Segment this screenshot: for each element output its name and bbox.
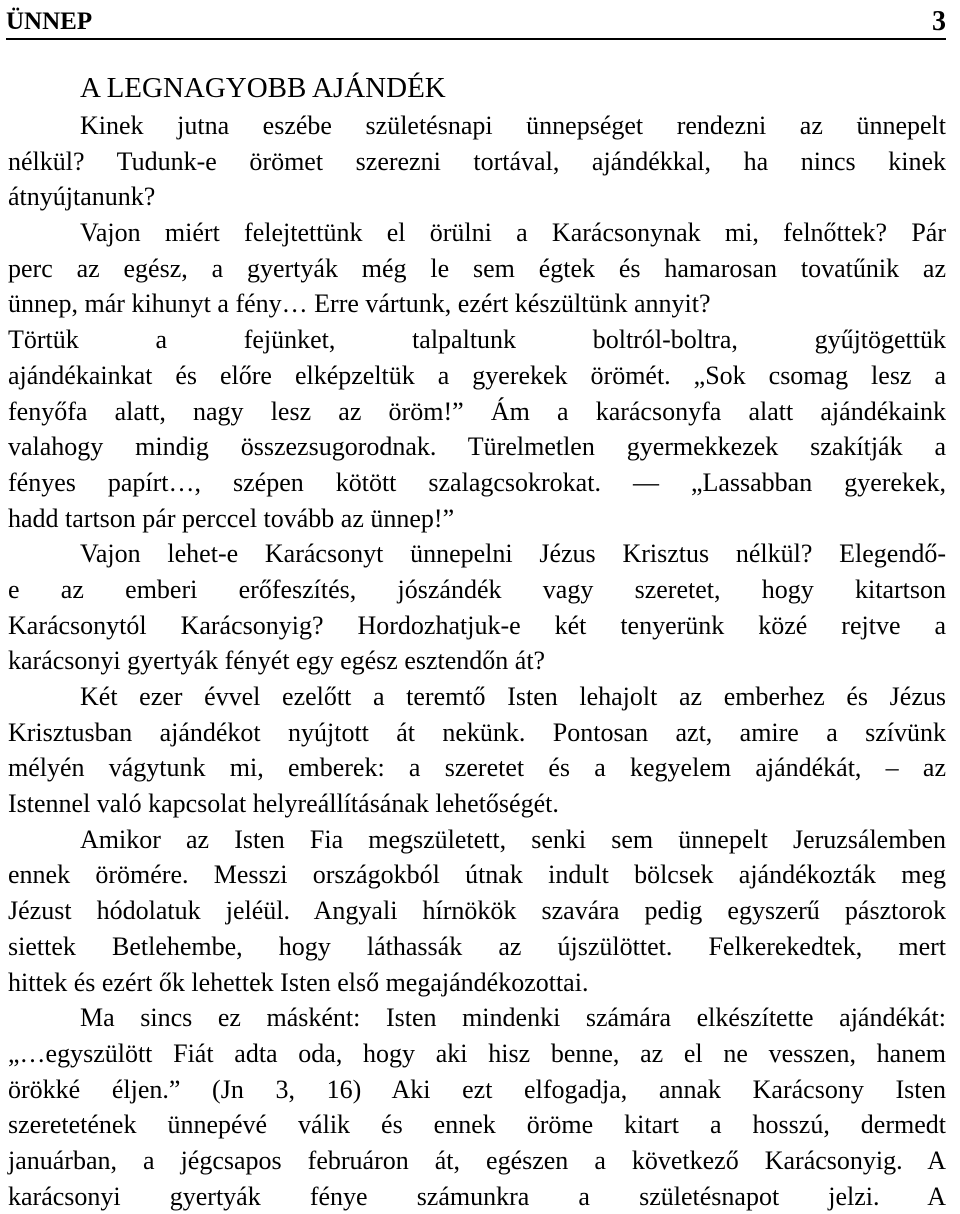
body-line: ünnep, már kihunyt a fény… Erre vártunk, ezért készültünk annyit? [8,289,711,319]
body-line: örökké éljen.” (Jn 3, 16) Aki ezt elfogadja, annak Karácsony Isten [8,1074,946,1104]
body-line: hadd tartson pár perccel tovább az ünnep!” [8,503,455,533]
body-line: Két ezer évvel ezelőtt a teremtő Isten lehajolt az emberhez és Jézus [80,682,946,711]
body-line: Istennel való kapcsolat helyreállításának lehetőségét. [8,789,559,819]
body-line: karácsonyi gyertyák fényét egy egész esztendőn át? [8,646,546,676]
body-line: Amikor az Isten Fia megszületett, senki sem ünnepelt Jeruzsálemben [80,824,946,854]
body-line: Vajon lehet-e Karácsonyt ünnepelni Jézus Krisztus nélkül? Elegendő- [80,539,946,569]
body-line: Karácsonytól Karácsonyig? Hordozhatjuk-e két tenyerünk közé rejtve a [8,610,946,640]
body-line: Jézust hódolatuk jeléül. Angyali hírnökök szavára pedig egyszerű pásztorok [8,896,946,926]
body-line: Törtük a fejünket, talpaltunk boltról-boltra, gyűjtögettük [8,325,946,355]
section-title: ÜNNEP [6,8,93,35]
body-line: januárban, a jégcsapos februáron át, egészen a következő Karácsonyig. A [8,1145,946,1175]
article-body [0,108,946,1214]
body-line: ennek örömére. Messzi országokból útnak indult bölcsek ajándékozták meg [8,860,946,890]
body-line: szeretetének ünnepévé válik és ennek öröme kitart a hosszú, dermedt [8,1110,946,1140]
body-line: e az emberi erőfeszítés, jószándék vagy szeretet, hogy kitartson [8,574,946,604]
body-line: siettek Betlehembe, hogy láthassák az újszülöttet. Felkerekedtek, mert [8,931,946,961]
body-line: Kinek jutna eszébe születésnapi ünnepséget rendezni az ünnepelt [80,111,946,140]
body-line: karácsonyi gyertyák fénye számunkra a születésnapot jelzi. A [8,1181,946,1211]
body-line: hittek és ezért ők lehettek Isten első megajándékozottai. [8,967,589,997]
body-line: ajándékainkat és előre elképzeltük a gyerekek örömét. „Sok csomag lesz a [8,360,946,390]
body-line: valahogy mindig összezsugorodnak. Türelmetlen gyermekkezek szakítják a [8,432,946,462]
body-line: „…egyszülött Fiát adta oda, hogy aki hisz benne, az el ne vesszen, hanem [8,1038,946,1068]
page-header [6,4,946,40]
body-line: mélyén vágytunk mi, emberek: a szeretet és a kegyelem ajándékát, – az [8,753,946,783]
body-line: fenyőfa alatt, nagy lesz az öröm!” Ám a karácsonyfa alatt ajándékaink [8,396,946,426]
article-title: A LEGNAGYOBB AJÁNDÉK [80,72,446,104]
body-line: perc az egész, a gyertyák még le sem égtek és hamarosan tovatűnik az [8,253,946,283]
body-line: átnyújtanunk? [8,182,156,212]
body-line: Vajon miért felejtettünk el örülni a Karácsonynak mi, felnőttek? Pár [80,218,946,248]
page-number: 3 [932,6,946,37]
body-line: fényes papírt…, szépen kötött szalagcsokrokat. — „Lassabban gyerekek, [8,467,946,497]
body-line: Ma sincs ez másként: Isten mindenki számára elkészítette ajándékát: [80,1003,946,1033]
body-line: Krisztusban ajándékot nyújtott át nekünk. Pontosan azt, amire a szívünk [8,717,946,747]
body-line: nélkül? Tudunk-e örömet szerezni tortával, ajándékkal, ha nincs kinek [8,146,946,176]
